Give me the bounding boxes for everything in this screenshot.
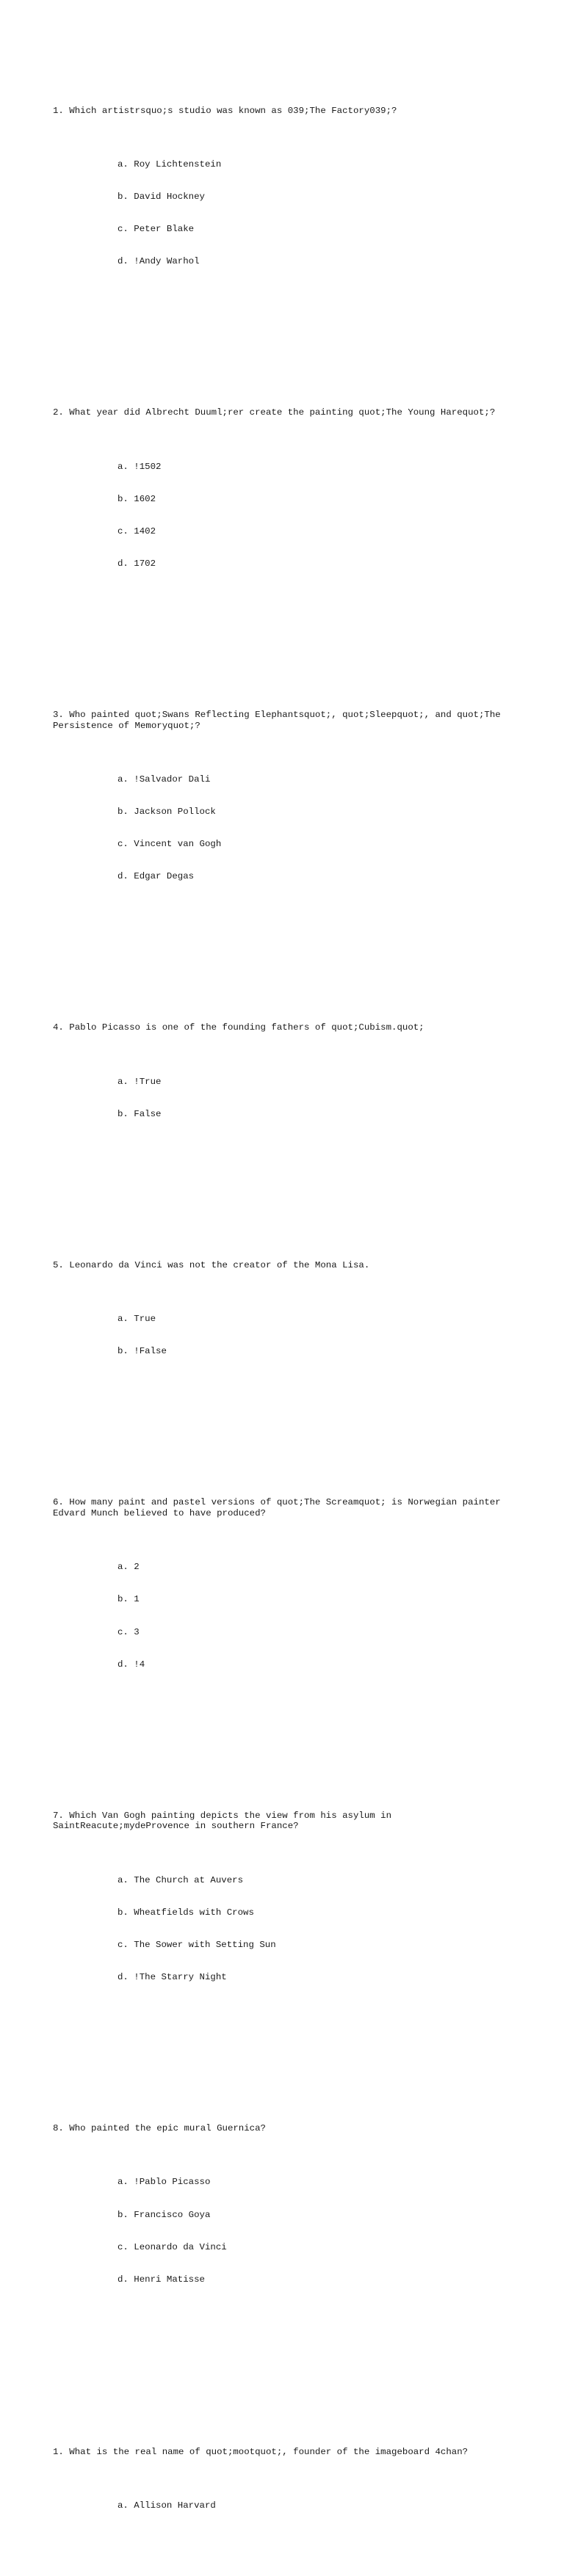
question-8 [53, 2101, 516, 2328]
question-text: 8. Who painted the epic mural Guernica? [53, 2122, 266, 2133]
blank-lines [53, 332, 516, 353]
answer-option: a. !Salvador Dali [118, 774, 211, 785]
answer-option: d. Edgar Degas [118, 871, 195, 882]
answer-option: b. Francisco Goya [118, 2209, 211, 2220]
blank-lines [53, 947, 516, 968]
answer-option: c. 3 [118, 1626, 140, 1637]
answer-option: d. !Andy Warhol [118, 256, 200, 267]
answer-option: c. The Sower with Setting Sun [118, 1939, 276, 1950]
blank-lines [53, 2350, 516, 2393]
answer-option: d. 1702 [118, 559, 156, 570]
question-text: 4. Pablo Picasso is one of the founding fathers of quot;Cubism.quot; [53, 1022, 424, 1033]
answer-option: d. Henri Matisse [118, 2274, 205, 2285]
question-5 [53, 1238, 516, 1400]
answer-option: d. !The Starry Night [118, 1972, 227, 1983]
answer-option: b. !False [118, 1346, 167, 1357]
answer-options [53, 1853, 516, 2004]
answer-option: a. True [118, 1314, 156, 1325]
blank-lines [53, 1735, 516, 1756]
answer-options [53, 440, 516, 591]
answer-option: b. David Hockney [118, 192, 205, 203]
answer-option: c. Leonardo da Vinci [118, 2241, 227, 2252]
document-page [53, 51, 516, 2576]
answer-option: d. !4 [118, 1659, 145, 1670]
question-6 [53, 1476, 516, 1713]
question-1 [53, 84, 516, 310]
answer-options [53, 2479, 516, 2533]
question-text: 7. Which Van Gogh painting depicts the view from his asylum in SaintReacute;mydeProvence in southern France? [53, 1810, 397, 1832]
quiz2-question-1 [53, 2426, 516, 2555]
answer-options [53, 1055, 516, 1141]
question-2 [53, 386, 516, 613]
answer-options [53, 2155, 516, 2307]
answer-option: b. 1602 [118, 493, 156, 504]
question-text: 1. What is the real name of quot;mootquot;, founder of the imageboard 4chan? [53, 2446, 469, 2457]
question-text: 3. Who painted quot;Swans Reflecting Elephantsquot;, quot;Sleepquot;, and quot;The Persistence of Memoryquot;? [53, 709, 507, 731]
answer-option: c. Peter Blake [118, 224, 195, 235]
answer-option: a. !1502 [118, 461, 162, 472]
answer-option: a. The Church at Auvers [118, 1874, 244, 1885]
answer-options [53, 753, 516, 904]
answer-option: a. Allison Harvard [118, 2500, 216, 2511]
blank-lines [53, 1422, 516, 1443]
answer-option: c. 1402 [118, 525, 156, 536]
question-text: 6. How many paint and pastel versions of quot;The Screamquot; is Norwegian painter Edvard Munch believed to have produced? [53, 1497, 507, 1518]
question-7 [53, 1789, 516, 2026]
answer-options [53, 138, 516, 289]
answer-option: a. !True [118, 1076, 162, 1087]
question-text: 1. Which artistrsquo;s studio was known as 039;The Factory039;? [53, 105, 397, 116]
blank-lines [53, 2048, 516, 2069]
answer-option: a. 2 [118, 1562, 140, 1573]
answer-option: c. Vincent van Gogh [118, 839, 222, 850]
answer-options [53, 1292, 516, 1379]
answer-option: b. 1 [118, 1594, 140, 1605]
answer-option: b. Jackson Pollock [118, 807, 216, 818]
answer-option: b. Wheatfields with Crows [118, 1907, 254, 1918]
answer-option: a. Roy Lichtenstein [118, 159, 222, 170]
blank-lines [53, 634, 516, 655]
answer-options [53, 1540, 516, 1692]
question-text: 5. Leonardo da Vinci was not the creator of the Mona Lisa. [53, 1259, 370, 1270]
answer-option: a. !Pablo Picasso [118, 2177, 211, 2188]
blank-lines [53, 1185, 516, 1206]
answer-option: b. False [118, 1108, 162, 1119]
question-4 [53, 1001, 516, 1163]
question-3 [53, 688, 516, 925]
question-text: 2. What year did Albrecht Duuml;rer create the painting quot;The Young Harequot;? [53, 407, 496, 418]
